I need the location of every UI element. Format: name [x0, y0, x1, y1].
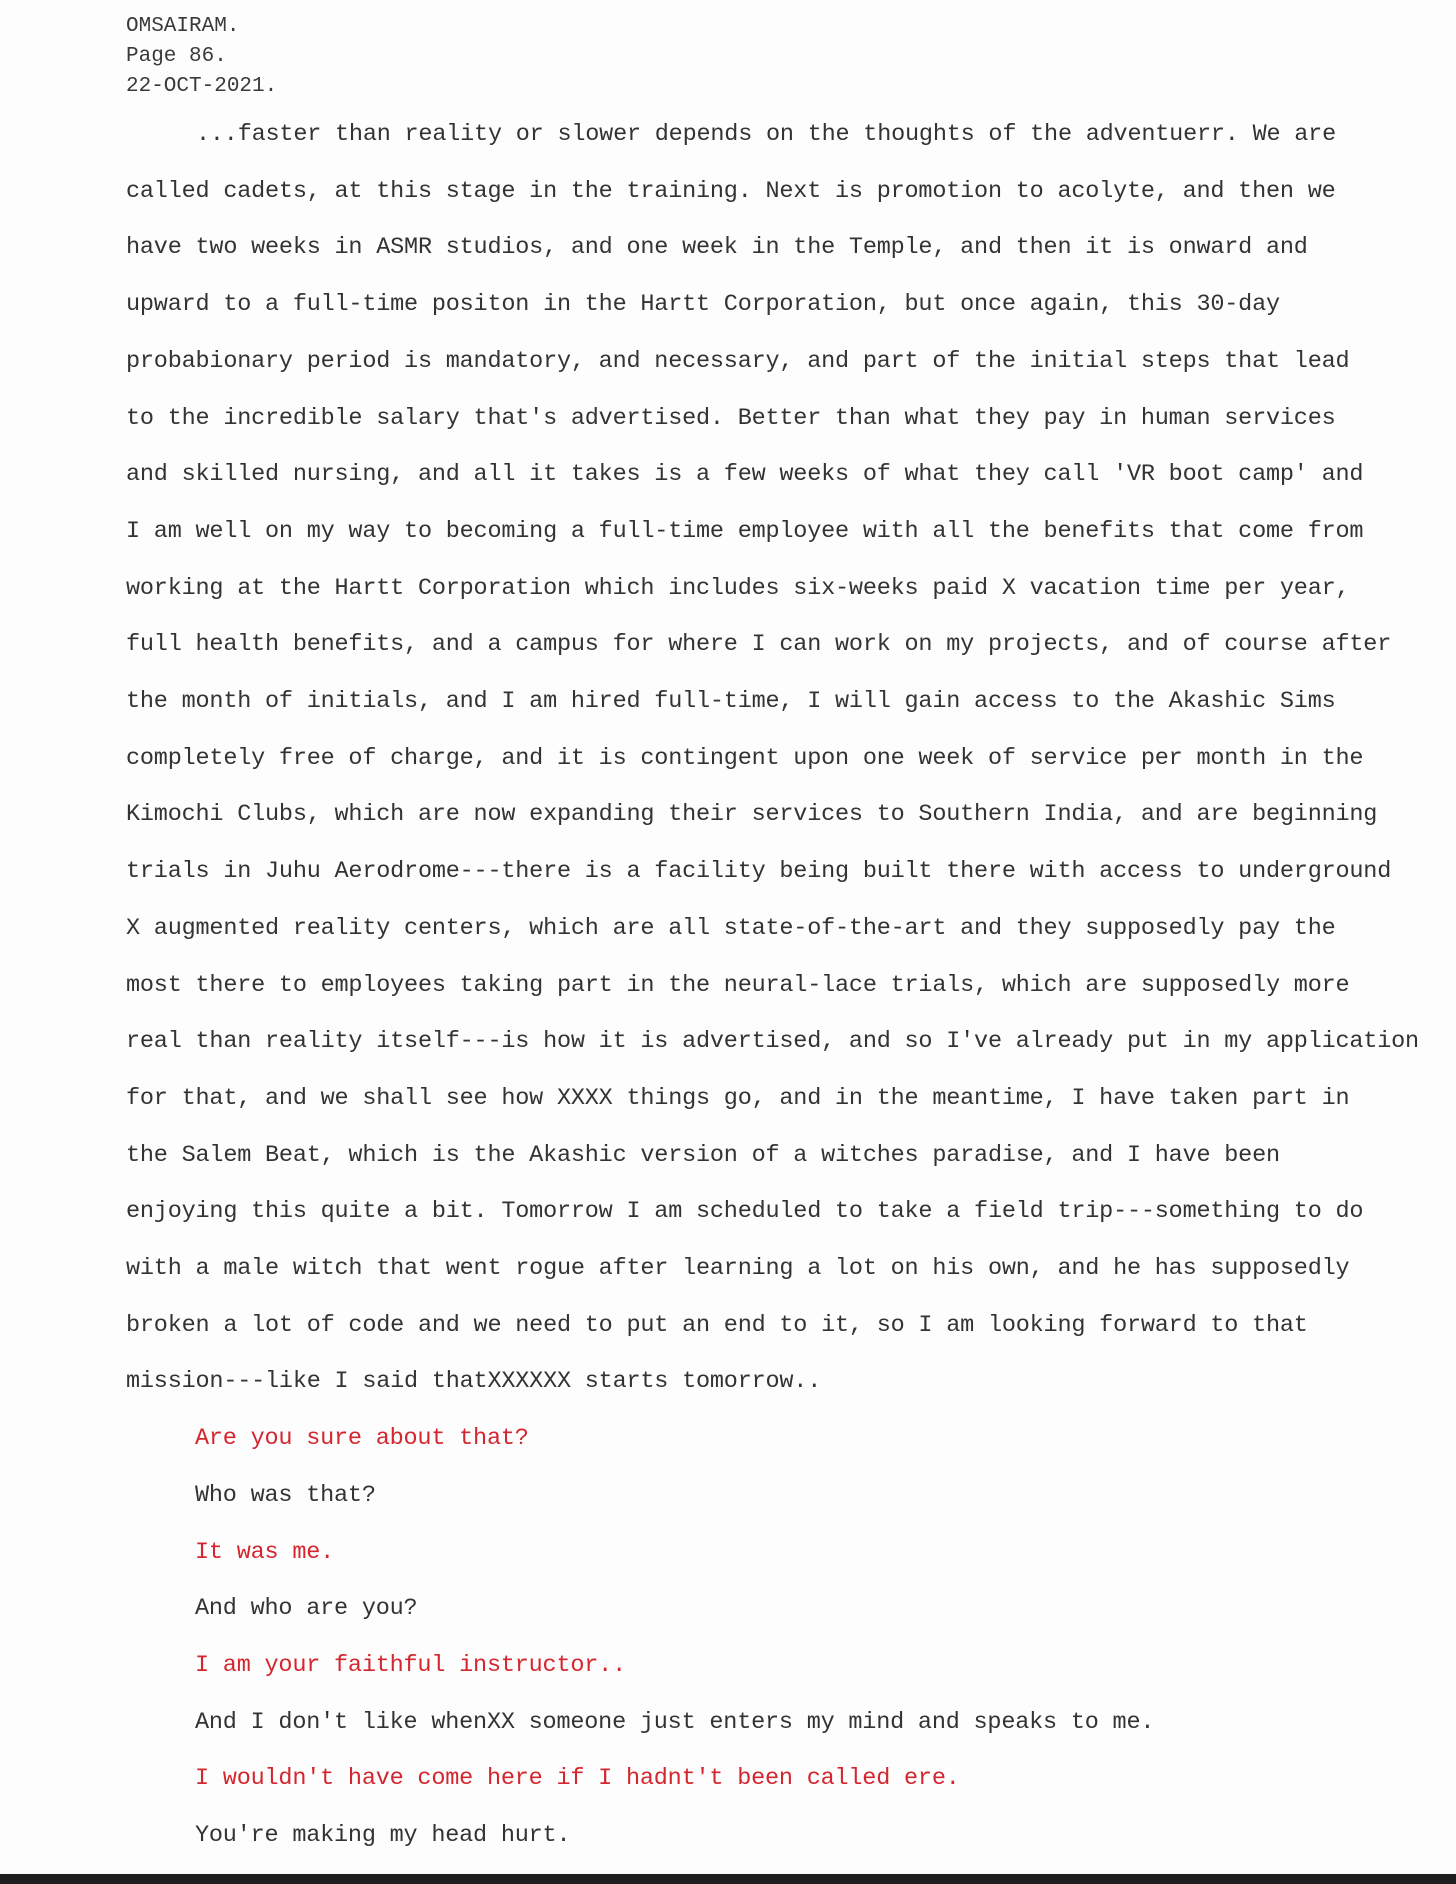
- paragraph-line: most there to employees taking part in the neural-lace trials, which are supposedly more: [126, 971, 1350, 999]
- dialogue-narrator-line: You're making my head hurt.: [195, 1822, 571, 1849]
- header-title: OMSAIRAM.: [126, 15, 240, 38]
- paragraph-line: I am well on my way to becoming a full-time employee with all the benefits that come from: [126, 517, 1364, 545]
- paragraph-line: the Salem Beat, which is the Akashic version of a witches paradise, and I have been: [126, 1141, 1280, 1169]
- paragraph-line: broken a lot of code and we need to put an end to it, so I am looking forward to that: [126, 1311, 1308, 1339]
- dialogue-instructor-line: I wouldn't have come here if I hadnt't been called ere.: [195, 1765, 960, 1793]
- dialogue-narrator-line: Who was that?: [195, 1481, 376, 1509]
- paragraph-line: and skilled nursing, and all it takes is a few weeks of what they call 'VR boot camp' and: [126, 461, 1364, 489]
- paragraph-line: with a male witch that went rogue after learning a lot on his own, and he has supposedly: [126, 1255, 1350, 1282]
- paragraph-line: completely free of charge, and it is contingent upon one week of service per month in the: [126, 744, 1364, 772]
- paragraph-line: trials in Juhu Aerodrome---there is a facility being built there with access to underground: [126, 858, 1392, 886]
- paragraph-line: full health benefits, and a campus for where I can work on my projects, and of course after: [126, 631, 1392, 659]
- scan-bottom-edge: [0, 1874, 1456, 1884]
- paragraph-line: for that, and we shall see how XXXX things go, and in the meantime, I have taken part in: [126, 1084, 1350, 1112]
- dialogue-instructor-line: It was me.: [195, 1538, 335, 1566]
- paragraph-line: to the incredible salary that's advertised. Better than what they pay in human services: [126, 404, 1336, 432]
- dialogue-instructor-line: Are you sure about that?: [195, 1425, 529, 1453]
- paragraph-line: Kimochi Clubs, which are now expanding their services to Southern India, and are beginning: [126, 801, 1378, 829]
- dialogue-instructor-line: I am your faithful instructor..: [195, 1651, 626, 1679]
- paragraph-line: called cadets, at this stage in the training. Next is promotion to acolyte, and then we: [126, 177, 1336, 205]
- paragraph-line: have two weeks in ASMR studios, and one week in the Temple, and then it is onward and: [126, 234, 1308, 262]
- paragraph-line: enjoying this quite a bit. Tomorrow I am scheduled to take a field trip---something to do: [126, 1198, 1364, 1226]
- page-header: [126, 12, 277, 102]
- dialogue-narrator-line: And who are you?: [195, 1595, 418, 1623]
- paragraph-line: ...faster than reality or slower depends on the thoughts of the adventuerr. We are: [196, 121, 1336, 148]
- paragraph-line: upward to a full-time positon in the Hartt Corporation, but once again, this 30-day: [126, 291, 1280, 319]
- paragraph-line: real than reality itself---is how it is advertised, and so I've already put in my application: [126, 1028, 1419, 1056]
- paragraph-line: X augmented reality centers, which are all state-of-the-art and they supposedly pay the: [126, 914, 1336, 942]
- header-date: 22-OCT-2021.: [126, 75, 278, 98]
- paragraph-line: the month of initials, and I am hired full-time, I will gain access to the Akashic Sims: [126, 688, 1336, 715]
- dialogue-narrator-line: And I don't like whenXX someone just enters my mind and speaks to me.: [195, 1708, 1155, 1736]
- paragraph-line: probabionary period is mandatory, and necessary, and part of the initial steps that lead: [126, 347, 1350, 375]
- paragraph-line: mission---like I said thatXXXXXX starts tomorrow..: [126, 1368, 822, 1396]
- header-page-number: Page 86.: [126, 45, 227, 68]
- paragraph-line: working at the Hartt Corporation which includes six-weeks paid X vacation time per year,: [126, 574, 1350, 602]
